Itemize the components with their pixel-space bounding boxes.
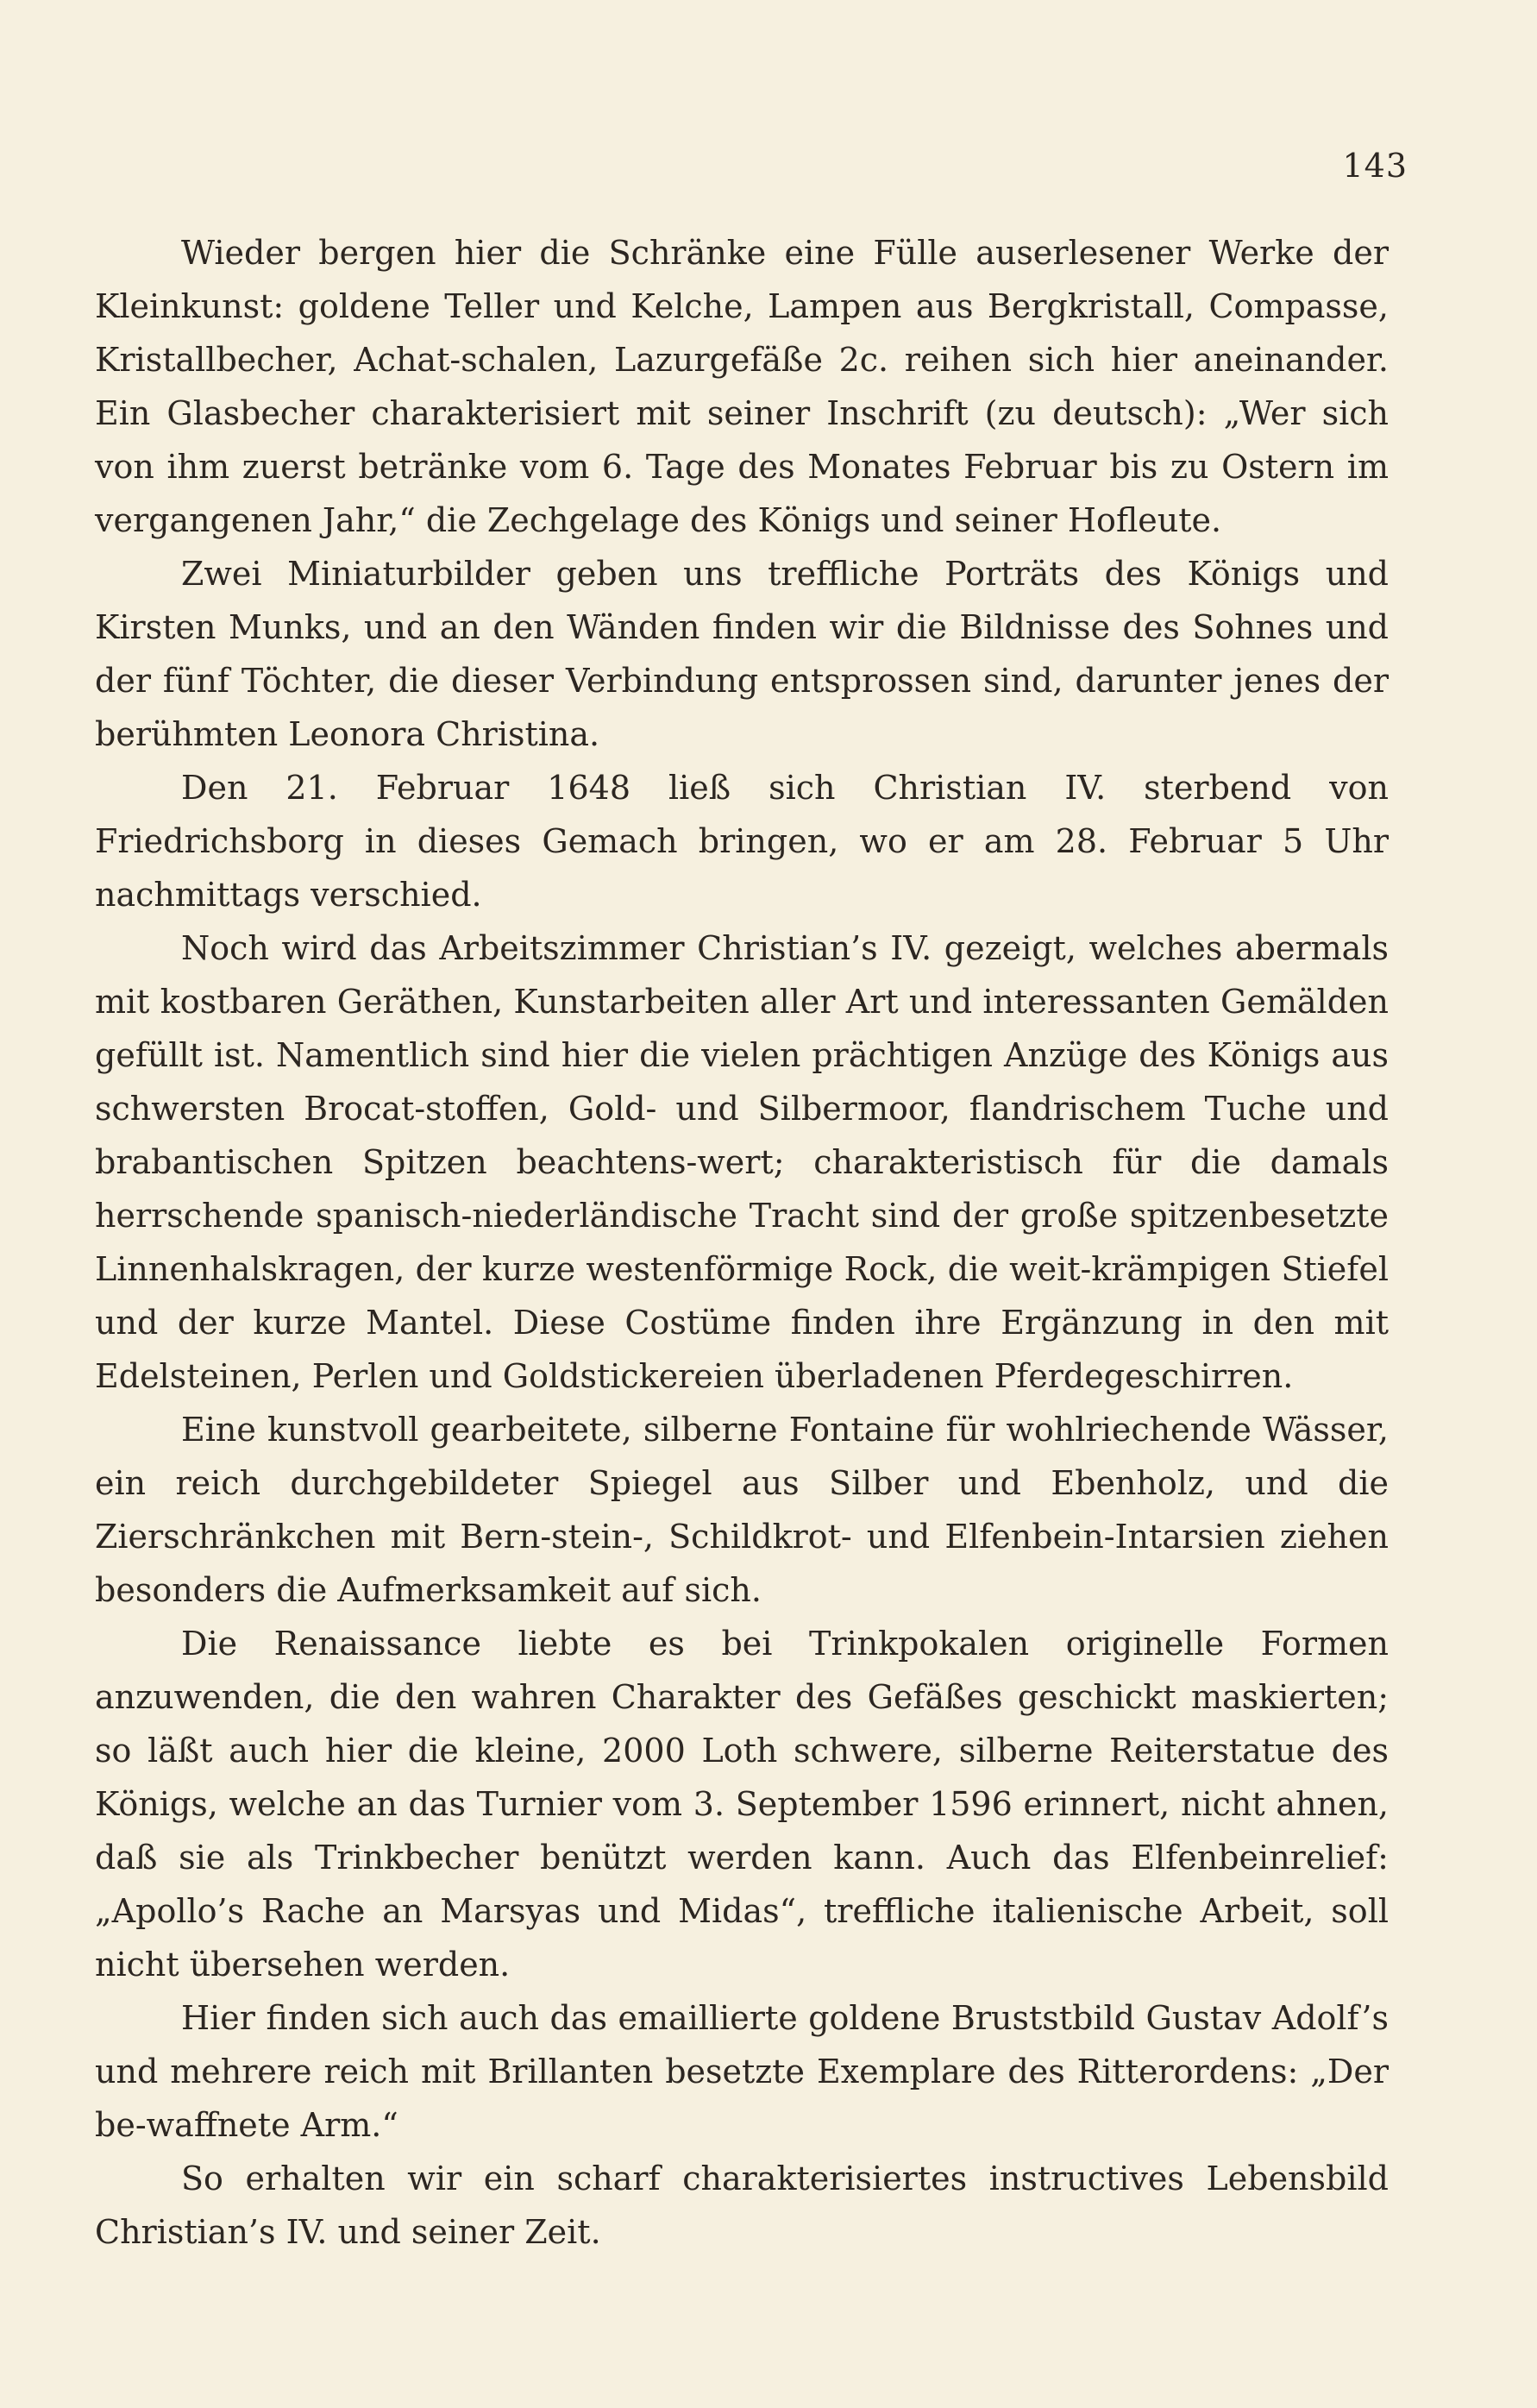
- page-number: 143: [1342, 147, 1408, 185]
- paragraph-conclusion: So erhalten wir ein scharf charakterisiertes instructives Lebensbild Christian’s IV. und seiner Zeit.: [95, 2160, 1389, 2251]
- paragraph-death: Den 21. Februar 1648 ließ sich Christian IV. sterbend von Friedrichsborg in dieses Gemach bringen, wo er am 28. Februar 5 Uhr nachmittags verschied.: [95, 769, 1389, 914]
- paragraph-renaissance: Die Renaissance liebte es bei Trinkpokalen originelle Formen anzuwenden, die den wahren Charakter des Gefäßes geschickt maskierten; so läßt auch hier die kleine, 2000 Loth schwere, silberne Reiterstatue des Königs, welche an das Turnier vom 3. September 1596 erinnert, nicht ahnen, daß sie als Trinkbecher benützt werden kann. Auch das Elfenbeinrelief: „Apollo’s Rache an Marsyas und Midas“, treffliche italienische Arbeit, soll nicht übersehen werden.: [95, 1625, 1389, 1984]
- paragraph-miniatures: Zwei Miniaturbilder geben uns treffliche Porträts des Königs und Kirsten Munks, und an den Wänden finden wir die Bildnisse des Sohnes und der fünf Töchter, die dieser Verbindung entsprossen sind, darunter jenes der berühmten Leonora Christina.: [95, 555, 1389, 753]
- body-text: [95, 226, 1389, 2259]
- paragraph-fountain: Eine kunstvoll gearbeitete, silberne Fontaine für wohlriechende Wässer, ein reich durchgebildeter Spiegel aus Silber und Ebenholz, und die Zierschränkchen mit Bern-stein-, Schildkrot- und Elfenbein-Intarsien ziehen besonders die Aufmerksamkeit auf sich.: [95, 1411, 1389, 1609]
- paragraph-study-room: Noch wird das Arbeitszimmer Christian’s IV. gezeigt, welches abermals mit kostbaren Geräthen, Kunstarbeiten aller Art und interessanten Gemälden gefüllt ist. Namentlich sind hier die vielen prächtigen Anzüge des Königs aus schwersten Brocat-stoffen, Gold- und Silbermoor, flandrischem Tuche und brabantischen Spitzen beachtens-wert; charakteristisch für die damals herrschende spanisch-niederländische Tracht sind der große spitzenbesetzte Linnenhalskragen, der kurze westenförmige Rock, die weit-krämpigen Stiefel und der kurze Mantel. Diese Costüme finden ihre Ergänzung in den mit Edelsteinen, Perlen und Goldstickereien überladenen Pferdegeschirren.: [95, 929, 1389, 1395]
- paragraph-treasures: Wieder bergen hier die Schränke eine Fülle auserlesener Werke der Kleinkunst: goldene Teller und Kelche, Lampen aus Bergkristall, Compasse, Kristallbecher, Achat-schalen, Lazurgefäße 2c. reihen sich hier aneinander. Ein Glasbecher charakterisiert mit seiner Inschrift (zu deutsch): „Wer sich von ihm zuerst betränke vom 6. Tage des Monates Februar bis zu Ostern im vergangenen Jahr,“ die Zechgelage des Königs und seiner Hofleute.: [95, 234, 1389, 539]
- paragraph-bust: Hier finden sich auch das emaillierte goldene Bruststbild Gustav Adolf’s und mehrere reich mit Brillanten besetzte Exemplare des Ritterordens: „Der be-waffnete Arm.“: [95, 1999, 1389, 2144]
